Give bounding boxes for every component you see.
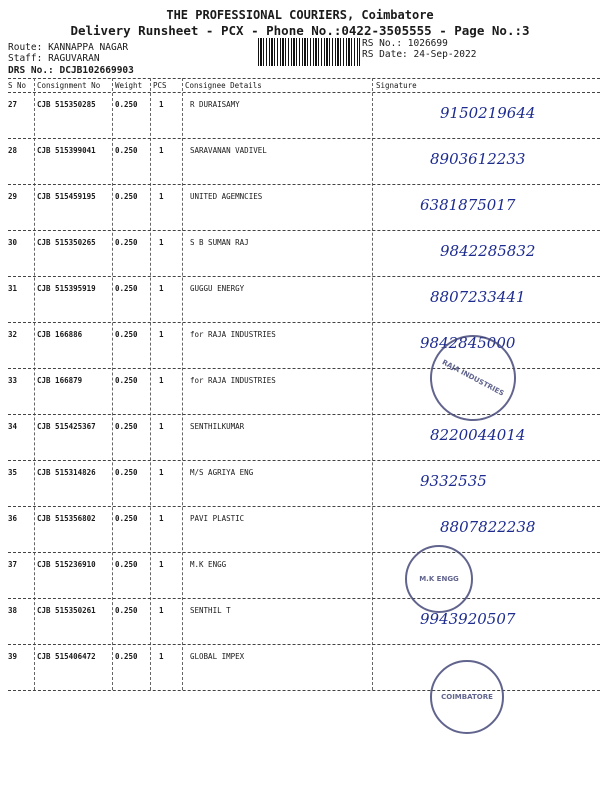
route-value: KANNAPPA NAGAR (48, 42, 129, 53)
signature-phone: 9332535 (420, 472, 487, 490)
rs-date-label: RS Date: (362, 49, 408, 60)
cell-consignment: CJB 515459195 (37, 192, 96, 201)
table-top-rule (8, 78, 600, 79)
cell-weight: 0.250 (115, 100, 138, 109)
row-rule (8, 598, 600, 599)
cell-consignment: CJB 515399041 (37, 146, 96, 155)
signature-phone: 6381875017 (420, 196, 516, 214)
cell-consignee: UNITED AGEMNCIES (190, 192, 263, 201)
company-title: THE PROFESSIONAL COURIERS, Coimbatore (166, 8, 434, 22)
cell-pcs: 1 (159, 376, 164, 385)
drs-label: DRS No.: (8, 65, 54, 76)
cell-sno: 33 (8, 376, 18, 385)
signature-phone: 9842845000 (420, 334, 516, 352)
cell-consignee: for RAJA INDUSTRIES (190, 376, 276, 385)
cell-weight: 0.250 (115, 376, 138, 385)
mk-engg-stamp: M.K ENGG (405, 545, 473, 613)
cell-consignment: CJB 515350285 (37, 100, 96, 109)
cell-consignment: CJB 166886 (37, 330, 83, 339)
cell-pcs: 1 (159, 192, 164, 201)
cell-sno: 32 (8, 330, 18, 339)
cell-consignee: SENTHILKUMAR (190, 422, 245, 431)
row-rule (8, 322, 600, 323)
rs-no-label: RS No.: (362, 38, 403, 49)
signature-phone: 9150219644 (440, 104, 536, 122)
cell-pcs: 1 (159, 100, 164, 109)
cell-weight: 0.250 (115, 468, 138, 477)
row-rule (8, 552, 600, 553)
signature-phone: 8807233441 (430, 288, 526, 306)
signature-phone: 8807822238 (440, 518, 536, 536)
cell-pcs: 1 (159, 468, 164, 477)
cell-sno: 30 (8, 238, 18, 247)
row-rule (8, 414, 600, 415)
cell-pcs: 1 (159, 146, 164, 155)
cell-weight: 0.250 (115, 192, 138, 201)
global-impex-stamp: COIMBATORE (430, 660, 504, 734)
cell-consignee: R DURAISAMY (190, 100, 240, 109)
rs-no-line (362, 38, 448, 49)
cell-weight: 0.250 (115, 560, 138, 569)
cell-consignee: SARAVANAN VADIVEL (190, 146, 267, 155)
cell-sno: 38 (8, 606, 18, 615)
cell-consignment: CJB 515314826 (37, 468, 96, 477)
rs-date-value: 24-Sep-2022 (413, 49, 477, 60)
cell-consignee: S B SUMAN RAJ (190, 238, 249, 247)
cell-consignee: GUGGU ENERGY (190, 284, 245, 293)
drs-line (8, 65, 134, 76)
cell-sno: 29 (8, 192, 18, 201)
cell-consignee: PAVI PLASTIC (190, 514, 245, 523)
cell-consignment: CJB 515356802 (37, 514, 96, 523)
cell-pcs: 1 (159, 652, 164, 661)
cell-consignment: CJB 515350261 (37, 606, 96, 615)
rs-no-value: 1026699 (407, 38, 448, 49)
row-rule (8, 138, 600, 139)
table-header-rule (8, 92, 600, 93)
cell-weight: 0.250 (115, 422, 138, 431)
cell-consignment: CJB 166879 (37, 376, 83, 385)
cell-weight: 0.250 (115, 238, 138, 247)
col-header-signature: Signature (376, 81, 417, 90)
row-rule (8, 276, 600, 277)
cell-sno: 39 (8, 652, 18, 661)
cell-pcs: 1 (159, 238, 164, 247)
cell-sno: 31 (8, 284, 18, 293)
cell-pcs: 1 (159, 514, 164, 523)
col-header-consignee: Consignee Details (185, 81, 262, 90)
cell-consignee: for RAJA INDUSTRIES (190, 330, 276, 339)
signature-phone: 9842285832 (440, 242, 536, 260)
cell-sno: 35 (8, 468, 18, 477)
cell-consignment: CJB 515406472 (37, 652, 96, 661)
cell-sno: 37 (8, 560, 18, 569)
cell-weight: 0.250 (115, 330, 138, 339)
row-rule (8, 230, 600, 231)
cell-consignment: CJB 515395919 (37, 284, 96, 293)
staff-line (8, 53, 100, 64)
cell-pcs: 1 (159, 606, 164, 615)
cell-weight: 0.250 (115, 284, 138, 293)
cell-consignment: CJB 515350265 (37, 238, 96, 247)
signature-phone: 9943920507 (420, 610, 516, 628)
cell-consignee: M/S AGRIYA ENG (190, 468, 254, 477)
staff-value: RAGUVARAN (48, 53, 100, 64)
col-header-weight: Weight (115, 81, 143, 90)
row-rule (8, 184, 600, 185)
cell-weight: 0.250 (115, 606, 138, 615)
cell-consignee: SENTHIL T (190, 606, 231, 615)
cell-pcs: 1 (159, 330, 164, 339)
row-rule (8, 644, 600, 645)
cell-weight: 0.250 (115, 146, 138, 155)
raja-industries-stamp: RAJA INDUSTRIES (415, 320, 531, 436)
drs-value: DCJB102669903 (59, 65, 134, 76)
cell-sno: 27 (8, 100, 18, 109)
cell-consignee: M.K ENGG (190, 560, 227, 569)
row-rule (8, 506, 600, 507)
cell-consignment: CJB 515236910 (37, 560, 96, 569)
cell-weight: 0.250 (115, 652, 138, 661)
cell-pcs: 1 (159, 284, 164, 293)
cell-sno: 28 (8, 146, 18, 155)
cell-weight: 0.250 (115, 514, 138, 523)
route-line (8, 42, 128, 53)
cell-pcs: 1 (159, 422, 164, 431)
staff-label: Staff: (8, 53, 43, 64)
cell-sno: 36 (8, 514, 18, 523)
row-rule (8, 460, 600, 461)
rs-date-line (362, 49, 476, 60)
signature-phone: 8220044014 (430, 426, 526, 444)
cell-sno: 34 (8, 422, 18, 431)
barcode (258, 38, 360, 66)
cell-consignment: CJB 515425367 (37, 422, 96, 431)
col-header-pcs: PCS (153, 81, 167, 90)
route-label: Route: (8, 42, 43, 53)
col-header-sno: S No (8, 81, 27, 90)
cell-consignee: GLOBAL IMPEX (190, 652, 245, 661)
signature-phone: 8903612233 (430, 150, 526, 168)
col-header-consignment: Consignment No (37, 81, 101, 90)
runsheet-subtitle: Delivery Runsheet - PCX - Phone No.:0422-3505555 - Page No.:3 (70, 23, 530, 38)
cell-pcs: 1 (159, 560, 164, 569)
row-rule (8, 690, 600, 691)
